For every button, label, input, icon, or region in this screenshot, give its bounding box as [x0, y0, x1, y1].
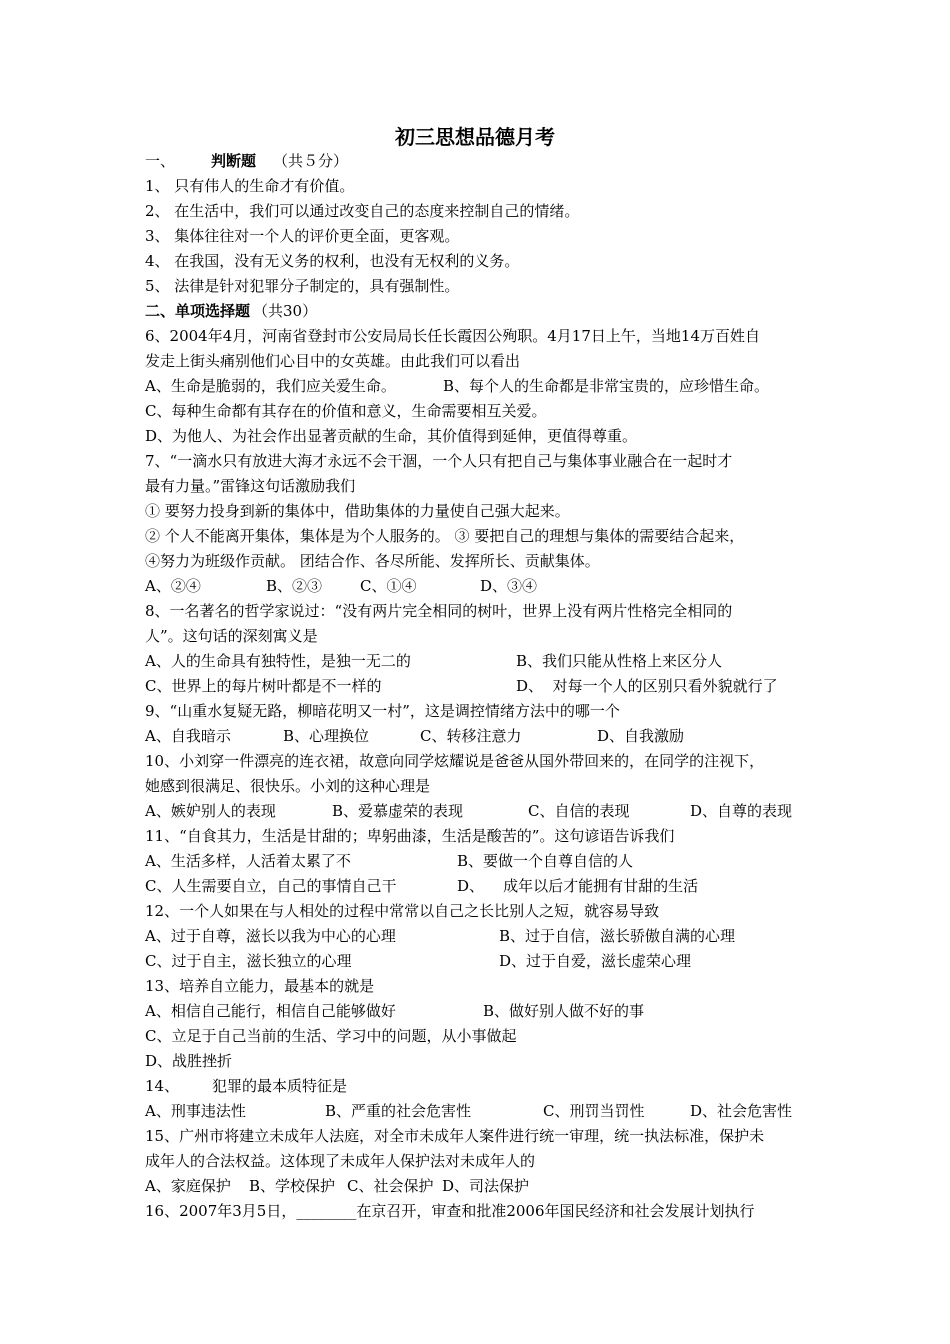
q14-number: 14、	[145, 1077, 180, 1095]
q12-option-b: B、过于自信，滋长骄傲自满的心理	[499, 927, 736, 945]
q9-option-a: A、自我暗示	[145, 727, 231, 745]
q13-option-d: D、战胜挫折	[145, 1052, 233, 1070]
q12-stem: 12、一个人如果在与人相处的过程中常常以自己之长比别人之短，就容易导致	[145, 902, 660, 920]
judgement-3: 3、 集体往往对一个人的评价更全面，更客观。	[145, 227, 460, 245]
q10-options	[145, 799, 815, 823]
q11-options-ab	[145, 849, 815, 873]
judgement-2: 2、 在生活中，我们可以通过改变自己的态度来控制自己的情绪。	[145, 202, 580, 220]
q10-option-b: B、爱慕虚荣的表现	[332, 802, 464, 820]
q15-stem-line-2: 成年人的合法权益。这体现了未成年人保护法对未成年人的	[145, 1152, 536, 1170]
q11-stem: 11、“自食其力，生活是甘甜的；卑躬曲漆，生活是酸苦的”。这句谚语告诉我们	[145, 827, 675, 845]
q9-stem: 9、“山重水复疑无路，柳暗花明又一村”，这是调控情绪方法中的哪一个	[145, 702, 620, 720]
section-1-score: （共５分）	[273, 152, 349, 170]
q15-options	[145, 1174, 815, 1198]
q12-options-cd	[145, 949, 815, 973]
section-1-number: 一、	[145, 152, 176, 170]
q12-option-a: A、过于自尊，滋长以我为中心的心理	[145, 927, 396, 945]
q6-option-c: C、每种生命都有其存在的价值和意义，生命需要相互关爱。	[145, 402, 547, 420]
q12-option-c: C、过于自主，滋长独立的心理	[145, 952, 352, 970]
q8-stem-line-2: 人”。这句话的深刻寓义是	[145, 627, 318, 645]
q14-option-d: D、社会危害性	[690, 1102, 793, 1120]
q9-option-c: C、转移注意力	[420, 727, 522, 745]
q13-options-ab	[145, 999, 815, 1023]
q7-statement-3: ④努力为班级作贡献。 团结合作、各尽所能、发挥所长、贡献集体。	[145, 552, 600, 570]
q11-option-c: C、人生需要自立，自己的事情自己干	[145, 877, 397, 895]
q8-option-d: D、 对每一个人的区别只看外貌就行了	[516, 677, 778, 695]
q7-option-c: C、①④	[360, 577, 417, 595]
q9-options	[145, 724, 815, 748]
q7-statement-2: ② 个人不能离开集体，集体是为个人服务的。 ③ 要把自己的理想与集体的需要结合起来，	[145, 527, 745, 545]
q11-option-d: D、 成年以后才能拥有甘甜的生活	[457, 877, 699, 895]
q16-stem: 16、2007年3月5日，________在京召开，审查和批准2006年国民经济和社会发展计划执行	[145, 1202, 755, 1220]
q7-stem-line-2: 最有力量。”雷锋这句话激励我们	[145, 477, 356, 495]
page-title: 初三思想品德月考	[395, 125, 555, 149]
q14-options	[145, 1099, 815, 1123]
section-1-title: 判断题	[211, 152, 257, 170]
q11-option-b: B、要做一个自尊自信的人	[457, 852, 634, 870]
q15-stem-line-1: 15、广州市将建立未成年人法庭，对全市未成年人案件进行统一审理，统一执法标准，保护未	[145, 1127, 765, 1145]
judgement-5: 5、 法律是针对犯罪分子制定的，具有强制性。	[145, 277, 460, 295]
q9-option-d: D、自我激励	[597, 727, 685, 745]
q7-option-d: D、③④	[480, 577, 538, 595]
q15-option-b: B、学校保护	[249, 1177, 336, 1195]
q8-stem-line-1: 8、一名著名的哲学家说过：“没有两片完全相同的树叶，世界上没有两片性格完全相同的	[145, 602, 733, 620]
q12-options-ab	[145, 924, 815, 948]
q10-option-d: D、自尊的表现	[690, 802, 793, 820]
q10-option-c: C、自信的表现	[528, 802, 630, 820]
q8-options-ab	[145, 649, 815, 673]
q14-option-a: A、刑事违法性	[145, 1102, 246, 1120]
q7-options	[145, 574, 815, 598]
q6-option-d: D、为他人、为社会作出显著贡献的生命，其价值得到延伸，更值得尊重。	[145, 427, 638, 445]
q14-stem: 犯罪的最本质特征是	[212, 1077, 348, 1095]
q8-option-b: B、我们只能从性格上来区分人	[516, 652, 723, 670]
q11-options-cd	[145, 874, 815, 898]
judgement-1: 1、 只有伟人的生命才有价值。	[145, 177, 355, 195]
q8-option-c: C、世界上的每片树叶都是不一样的	[145, 677, 382, 695]
q6-option-b: B、每个人的生命都是非常宝贵的，应珍惜生命。	[443, 377, 770, 395]
q8-option-a: A、人的生命具有独特性，是独一无二的	[145, 652, 411, 670]
q10-stem-line-2: 她感到很满足、很快乐。小刘的这种心理是	[145, 777, 431, 795]
q10-option-a: A、嫉妒别人的表现	[145, 802, 276, 820]
q6-options-ab	[145, 374, 815, 398]
q13-option-c: C、立足于自己当前的生活、学习中的问题，从小事做起	[145, 1027, 517, 1045]
judgement-4: 4、 在我国，没有无义务的权利，也没有无权利的义务。	[145, 252, 520, 270]
q14-option-c: C、刑罚当罚性	[543, 1102, 645, 1120]
q7-statement-1: ① 要努力投身到新的集体中，借助集体的力量使自己强大起来。	[145, 502, 570, 520]
q14-option-b: B、严重的社会危害性	[325, 1102, 472, 1120]
q9-option-b: B、心理换位	[283, 727, 370, 745]
q7-stem-line-1: 7、“一滴水只有放进大海才永远不会干涸，一个人只有把自己与集体事业融合在一起时才	[145, 452, 733, 470]
q7-option-b: B、②③	[266, 577, 323, 595]
q10-stem-line-1: 10、小刘穿一件漂亮的连衣裙，故意向同学炫耀说是爸爸从国外带回来的，在同学的注视下，	[145, 752, 765, 770]
q15-option-c: C、社会保护	[347, 1177, 434, 1195]
q15-option-a: A、家庭保护	[145, 1177, 231, 1195]
q13-option-b: B、做好别人做不好的事	[483, 1002, 645, 1020]
q13-option-a: A、相信自己能行，相信自己能够做好	[145, 1002, 396, 1020]
q11-option-a: A、生活多样，人活着太累了不	[145, 852, 351, 870]
q8-options-cd	[145, 674, 815, 698]
section-1-heading	[145, 149, 815, 173]
q15-option-d: D、司法保护	[442, 1177, 530, 1195]
q13-stem: 13、培养自立能力，最基本的就是	[145, 977, 375, 995]
q14-stem-line	[145, 1074, 815, 1098]
q6-option-a: A、生命是脆弱的，我们应关爱生命。	[145, 377, 396, 395]
q6-stem-line-2: 发走上街头痛别他们心目中的女英雄。由此我们可以看出	[145, 352, 521, 370]
section-2-score: （共30）	[253, 302, 318, 320]
q7-option-a: A、②④	[145, 577, 201, 595]
q6-stem-line-1: 6、2004年4月，河南省登封市公安局局长任长霞因公殉职。4月17日上午，当地14万百姓自	[145, 327, 760, 345]
section-2-title: 二、单项选择题	[145, 302, 251, 320]
section-2-heading	[145, 299, 815, 323]
q12-option-d: D、过于自爱，滋长虚荣心理	[499, 952, 692, 970]
